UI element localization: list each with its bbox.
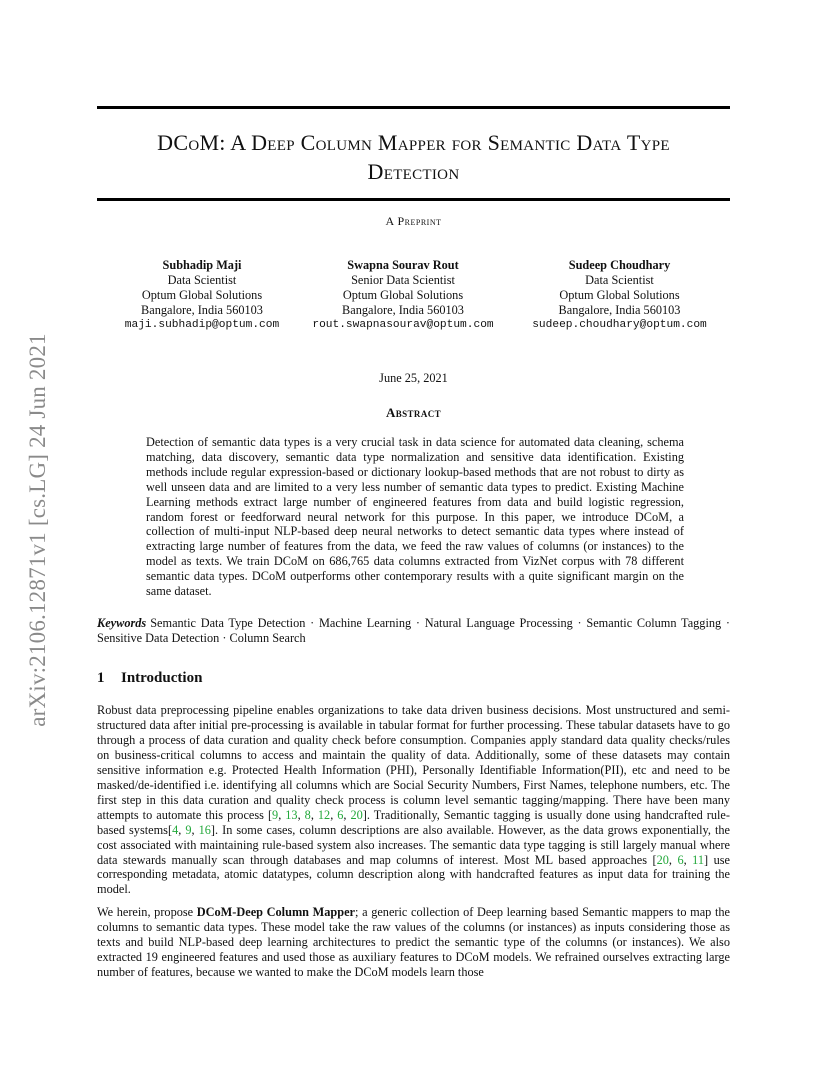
citation-link[interactable]: 4 xyxy=(172,822,179,837)
preprint-label: A Preprint xyxy=(385,214,442,228)
author-email: maji.subhadip@optum.com xyxy=(124,319,280,331)
citation-group: 9, 13, 8, 12, 6, 20 xyxy=(272,807,363,822)
author-1 xyxy=(97,258,307,333)
citation-group: 4, 9, 16 xyxy=(172,822,211,837)
author-name: Swapna Sourav Rout xyxy=(347,258,459,272)
author-address: Bangalore, India 560103 xyxy=(342,303,464,317)
paragraph-text: Robust data preprocessing pipeline enables organizations to take data driven business decisions. Most unstructured and semi-structured data after initial pre-processing is available in tabular format for further processing. These tabular datasets have to go through a process of data curation and quality check before consumption. Companies apply standard data quality checks/rules on business-critical columns to access and maintain the quality of data. Additionally, some of these datasets may contain sensitive information e.g. Protected Health Information (PHI), Personally Identifiable Information(PII), etc and need to be masked/de-identified i.e. identifying all columns which are Social Security Numbers, First Names, telephone numbers, etc. The first step in this data curation and quality check process is column level semantic tagging/mapping. There have been many attempts to automate this process [ xyxy=(97,703,730,822)
paper-title-line-2: Detection xyxy=(367,159,460,184)
section-number: 1 xyxy=(97,670,105,686)
author-org: Optum Global Solutions xyxy=(559,288,680,302)
author-2 xyxy=(303,258,503,333)
paragraph-text: ]. Traditionally, Semantic tagging is usually done using handcrafted rule-based systems[ xyxy=(97,807,730,837)
paragraph-text: We herein, propose xyxy=(97,905,197,919)
paper-title xyxy=(97,128,730,186)
title-rule-top xyxy=(97,106,730,109)
author-name: Sudeep Choudhary xyxy=(568,258,671,272)
title-rule-bottom xyxy=(97,198,730,201)
author-role: Senior Data Scientist xyxy=(351,273,455,287)
keywords xyxy=(97,616,730,646)
author-role: Data Scientist xyxy=(585,273,654,287)
abstract-text: Detection of semantic data types is a very crucial task in data science for automated data cleaning, schema matching, data discovery, semantic data type normalization and sensitive data identification. Existing methods include regular expression-based or dictionary lookup-based methods that are not robust to dirty as well unseen data and are limited to a very less number of semantic data types to predict. Existing Machine Learning methods extract large number of engineered features from data and build logistic regression, random forest or feedforward neural network for this purpose. In this paper, we introduce DCoM, a collection of multi-input NLP-based deep neural networks to detect semantic data types where instead of extracting large number of features from the data, we feed the raw values of columns (or instances) to the model as texts. We train DCoM on 686,765 data columns extracted from VizNet corpus with 78 different semantic data types. DCoM outperforms other contemporary results with a quite significant margin on the same dataset. xyxy=(146,435,684,599)
paragraph-text: ]. In some cases, column descriptions are also available. However, as the data grows exponentially, the cost associated with maintaining rule-based system also increases. The semantic data type tagging is still largely manual where data stewards manually scan through databases and map columns of interest. Most ML based approaches [ xyxy=(97,822,730,867)
author-address: Bangalore, India 560103 xyxy=(558,303,681,317)
citation-link[interactable]: 12 xyxy=(317,807,331,822)
citation-link[interactable]: 11 xyxy=(692,852,704,867)
author-org: Optum Global Solutions xyxy=(342,288,464,302)
arxiv-sidebar xyxy=(18,290,58,770)
citation-link[interactable]: 20 xyxy=(656,852,669,867)
abstract-heading: Abstract xyxy=(385,405,442,420)
section-heading-introduction xyxy=(97,670,730,687)
author-email: sudeep.choudhary@optum.com xyxy=(532,319,707,331)
paragraph-text: ; a generic collection of Deep learning based Semantic mappers to map the columns to semantic data types. These model take the raw values of the columns (or instances) as inputs considering those as texts and build NLP-based deep learning architectures to predict the semantic type of the columns (or instances). We also extracted 19 engineered features and used those as auxiliary features to DCoM models. We refrained ourselves extracting large number of features, because we wanted to make the DCoM models learn those xyxy=(97,905,730,979)
citation-link[interactable]: 16 xyxy=(198,822,211,837)
citation-link[interactable]: 6 xyxy=(677,852,684,867)
citation-link[interactable]: 9 xyxy=(185,822,192,837)
citation-link[interactable]: 9 xyxy=(272,807,279,822)
keywords-text: Semantic Data Type Detection · Machine Learning · Natural Language Processing · Semantic Column Tagging · Sensitive Data Detection · Column Search xyxy=(97,616,730,645)
author-name: Subhadip Maji xyxy=(162,258,242,272)
keywords-label: Keywords xyxy=(97,616,147,630)
intro-paragraph-1 xyxy=(97,703,730,897)
dcom-name-emphasis: DCoM-Deep Column Mapper xyxy=(196,905,356,919)
citation-link[interactable]: 13 xyxy=(285,807,298,822)
author-role: Data Scientist xyxy=(167,273,237,287)
citation-link[interactable]: 6 xyxy=(337,807,344,822)
author-address: Bangalore, India 560103 xyxy=(141,303,263,317)
author-email: rout.swapnasourav@optum.com xyxy=(312,319,494,331)
citation-link[interactable]: 20 xyxy=(350,807,363,822)
intro-paragraph-2 xyxy=(97,905,730,980)
author-org: Optum Global Solutions xyxy=(141,288,263,302)
paragraph-text: ] use corresponding metadata, atomic datatypes, column description along with handcrafted features as input data for training the model. xyxy=(97,852,730,897)
citation-group: 20, 6, 11 xyxy=(656,852,704,867)
citation-link[interactable]: 8 xyxy=(304,807,311,822)
arxiv-identifier: arXiv:2106.12871v1 [cs.LG] 24 Jun 2021 xyxy=(25,333,50,727)
paper-date: June 25, 2021 xyxy=(379,371,448,385)
section-title: Introduction xyxy=(121,670,203,686)
author-3 xyxy=(517,258,722,333)
paper-title-line-1: DCoM: A Deep Column Mapper for Semantic Data Type xyxy=(157,130,670,155)
